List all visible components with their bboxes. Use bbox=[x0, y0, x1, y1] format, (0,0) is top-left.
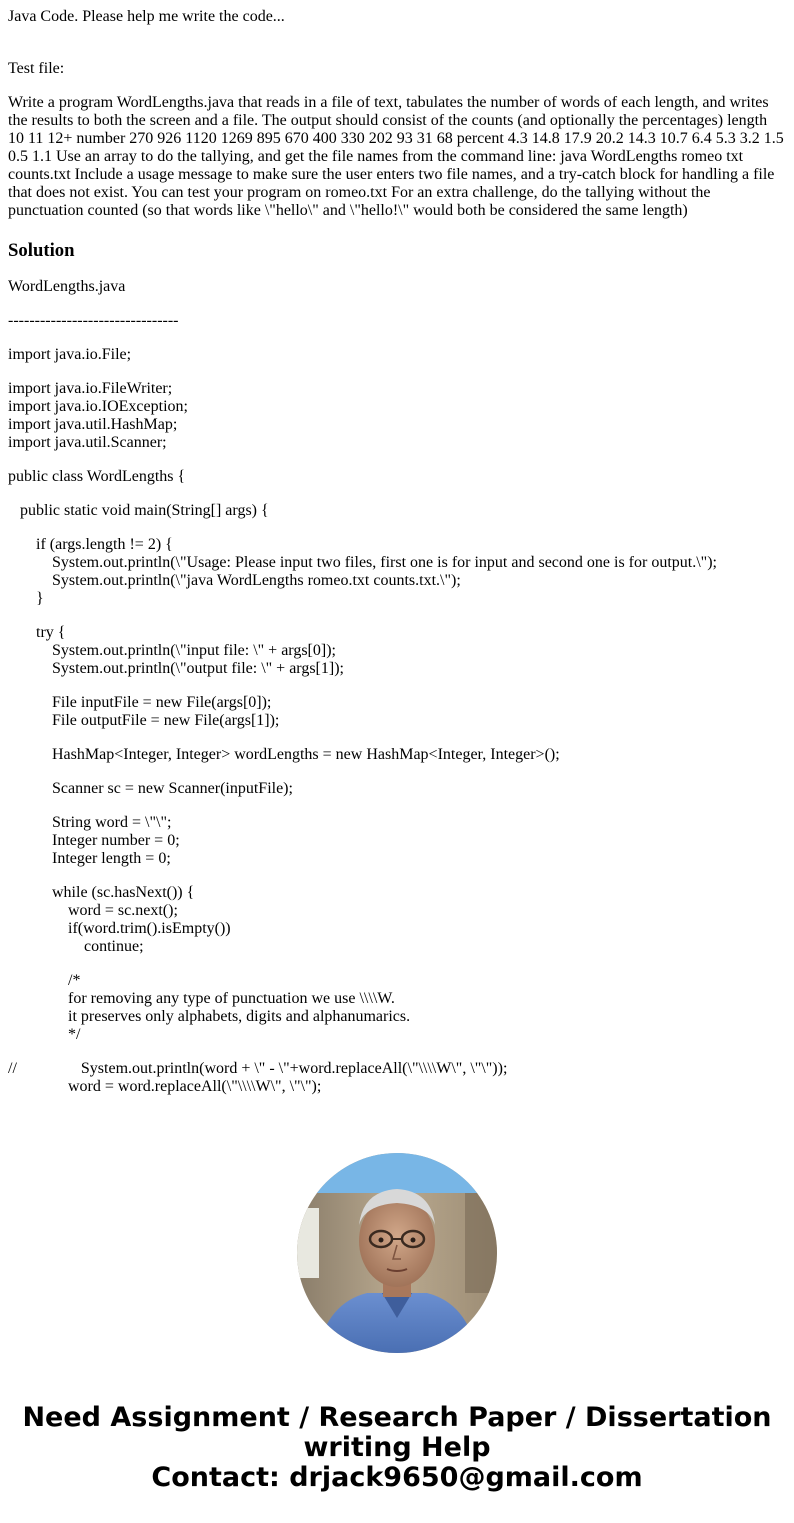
code-line: String word = \"\"; bbox=[8, 814, 172, 831]
code-line: HashMap<Integer, Integer> wordLengths = new HashMap<Integer, Integer>(); bbox=[8, 746, 560, 763]
code-group-vars-block bbox=[8, 814, 786, 868]
solution-filename: WordLengths.java bbox=[8, 278, 126, 295]
banner-line-1: Need Assignment / Research Paper / Dissertation bbox=[22, 1402, 772, 1433]
solution-heading: Solution bbox=[8, 240, 75, 261]
code-line: while (sc.hasNext()) { bbox=[8, 884, 195, 901]
test-file-label: Test file: bbox=[8, 60, 65, 77]
code-group-while-block bbox=[8, 884, 786, 956]
banner-contact-email: Contact: drjack9650@gmail.com bbox=[151, 1462, 643, 1493]
code-line: // System.out.println(word + \" - \"+word.replaceAll(\"\\\\W\", \"\")); bbox=[8, 1060, 508, 1077]
code-group-imports-1 bbox=[8, 346, 786, 364]
code-line: System.out.println(\"Usage: Please input two files, first one is for input and second one is for output.\"); bbox=[8, 554, 717, 571]
code-group-comment-block bbox=[8, 972, 786, 1044]
code-group-map-block bbox=[8, 746, 786, 764]
code-line: word = word.replaceAll(\"\\\\W\", \"\"); bbox=[8, 1078, 322, 1095]
code-group-files-block bbox=[8, 694, 786, 730]
code-line: /* bbox=[8, 972, 81, 989]
code-group-scanner-block bbox=[8, 780, 786, 798]
question-title: Java Code. Please help me write the code... bbox=[8, 8, 285, 25]
code-line: if (args.length != 2) { bbox=[8, 536, 173, 553]
code-line: import java.io.File; bbox=[8, 346, 132, 363]
code-line: try { bbox=[8, 624, 66, 641]
code-line: import java.io.FileWriter; bbox=[8, 380, 173, 397]
code-line: System.out.println(\"output file: \" + args[1]); bbox=[8, 660, 344, 677]
document-body bbox=[8, 0, 786, 1096]
separator-line: -------------------------------- bbox=[8, 312, 179, 329]
code-line: Integer number = 0; bbox=[8, 832, 180, 849]
code-line: File inputFile = new File(args[0]); bbox=[8, 694, 272, 711]
code-group-class-decl bbox=[8, 468, 786, 486]
code-line: File outputFile = new File(args[1]); bbox=[8, 712, 280, 729]
code-line: import java.util.HashMap; bbox=[8, 416, 178, 433]
banner-line-2: writing Help bbox=[303, 1432, 491, 1463]
code-line: Integer length = 0; bbox=[8, 850, 171, 867]
code-line: import java.util.Scanner; bbox=[8, 434, 167, 451]
code-block bbox=[8, 346, 786, 1096]
code-group-try-block bbox=[8, 624, 786, 678]
code-line: for removing any type of punctuation we use \\\\W. bbox=[8, 990, 395, 1007]
avatar-photo-icon bbox=[297, 1153, 497, 1353]
code-line: System.out.println(\"java WordLengths romeo.txt counts.txt.\"); bbox=[8, 572, 461, 589]
contact-banner bbox=[0, 1403, 794, 1493]
code-line: public class WordLengths { bbox=[8, 468, 186, 485]
code-line: */ bbox=[8, 1026, 81, 1043]
code-group-if-block bbox=[8, 536, 786, 608]
code-line: it preserves only alphabets, digits and alphanumarics. bbox=[8, 1008, 411, 1025]
code-group-main-decl bbox=[8, 502, 786, 520]
code-line: if(word.trim().isEmpty()) bbox=[8, 920, 231, 937]
code-line: Scanner sc = new Scanner(inputFile); bbox=[8, 780, 293, 797]
code-line: System.out.println(\"input file: \" + args[0]); bbox=[8, 642, 336, 659]
code-group-imports-2 bbox=[8, 380, 786, 452]
code-line: continue; bbox=[8, 938, 144, 955]
code-group-replace-block bbox=[8, 1060, 786, 1096]
question-description: Write a program WordLengths.java that reads in a file of text, tabulates the number of words of each length, and writes the results to both the screen and a file. The output should consist of the counts (and optionally the percentages) length 10 11 12+ number 270 926 1120 1269 895 670 400 330 202 93 31 68 percent 4.3 14.8 17.9 20.2 14.3 10.7 6.4 5.3 3.2 1.5 0.5 1.1 Use an array to do the tallying, and get the file names from the command line: java WordLengths romeo txt counts.txt Include a usage message to make sure the user enters two file names, and a try-catch block for handling a file that does not exist. You can test your program on romeo.txt For an extra challenge, do the tallying without the punctuation counted (so that words like \"hello\" and \"hello!\" would both be considered the same length) bbox=[8, 94, 784, 219]
code-line: } bbox=[8, 590, 44, 607]
code-line: import java.io.IOException; bbox=[8, 398, 188, 415]
code-line: public static void main(String[] args) { bbox=[8, 502, 269, 519]
code-line: word = sc.next(); bbox=[8, 902, 178, 919]
author-avatar bbox=[297, 1153, 497, 1353]
